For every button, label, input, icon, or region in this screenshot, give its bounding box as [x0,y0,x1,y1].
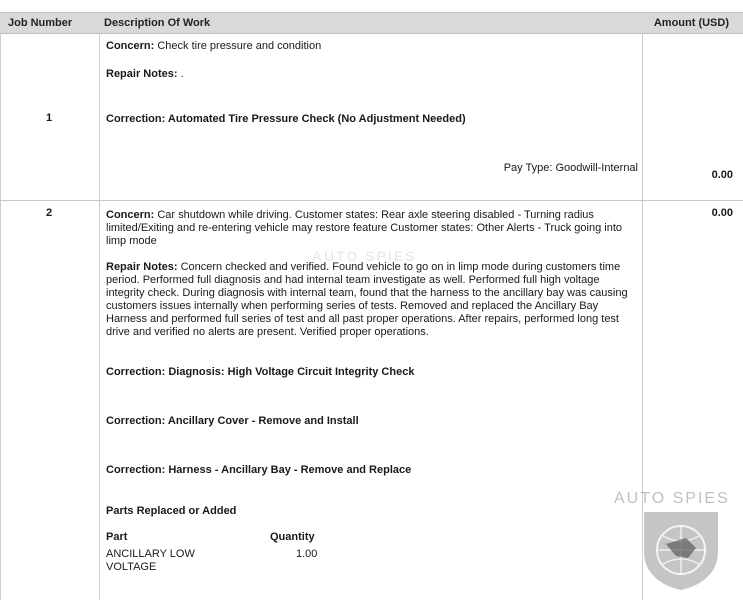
concern-text [106,209,638,248]
concern-label: Concern: [106,40,155,52]
repair-notes-text [106,68,638,81]
job-amount: 0.00 [711,207,733,219]
repair-notes-text [106,261,638,339]
header-amount: Amount (USD) [653,17,729,29]
correction-text: Correction: Harness - Ancillary Bay - Remove and Replace [106,464,412,476]
job-number: 2 [46,207,53,219]
parts-header-quantity: Quantity [270,531,315,543]
correction-text: Correction: Ancillary Cover - Remove and Install [106,415,359,427]
concern-text [106,40,638,53]
repair-notes-label: Repair Notes: [106,261,178,273]
parts-header-part: Part [106,531,128,543]
job-description [106,40,638,200]
job-description [106,209,638,600]
auto-spies-logo-icon [636,508,726,592]
header-job-number: Job Number [8,17,73,29]
watermark-center: AUTO SPIES [312,248,417,264]
repair-order-table [0,12,743,600]
concern-label: Concern: [106,209,155,221]
job-number: 1 [46,112,53,124]
table-header [0,12,743,34]
concern-value: Check tire pressure and condition [154,40,322,52]
correction-text: Correction: Automated Tire Pressure Check (No Adjustment Needed) [106,113,466,125]
correction-text: Correction: Diagnosis: High Voltage Circuit Integrity Check [106,366,415,378]
parts-title: Parts Replaced or Added [106,505,237,517]
job-amount: 0.00 [711,169,733,181]
parts-header [106,531,638,545]
part-name: ANCILLARY LOW VOLTAGE [106,548,195,573]
repair-notes-label: Repair Notes: [106,68,178,80]
repair-notes-value: . [177,68,184,80]
header-description: Description Of Work [104,17,211,29]
watermark-corner: AUTO SPIES [614,490,730,507]
table-row [0,34,743,201]
concern-value: Car shutdown while driving. Customer states: Rear axle steering disabled - Turning radius limited/Exiting and re-entering vehicle may restore feature Customer states: Other Alerts - Truck going into limp mode [106,209,623,247]
part-quantity: 1.00 [296,548,318,560]
repair-notes-value: Concern checked and verified. Found vehicle to go on in limp mode during customers time period. Performed full diagnosis and had internal team investigate as well. Performed full high voltage integrity check. During diagnosis with internal team, found that the harness to the ancillary bay was causing customers issues internally when performing series of tests. Removed and replaced the Ancillary Bay Harness and performed full series of test and all past proper operations. After repairs, performed long test drive and verified no alerts are present. Verified proper operations. [106,261,628,338]
pay-type: Pay Type: Goodwill-Internal [503,162,638,174]
parts-row [106,548,638,576]
